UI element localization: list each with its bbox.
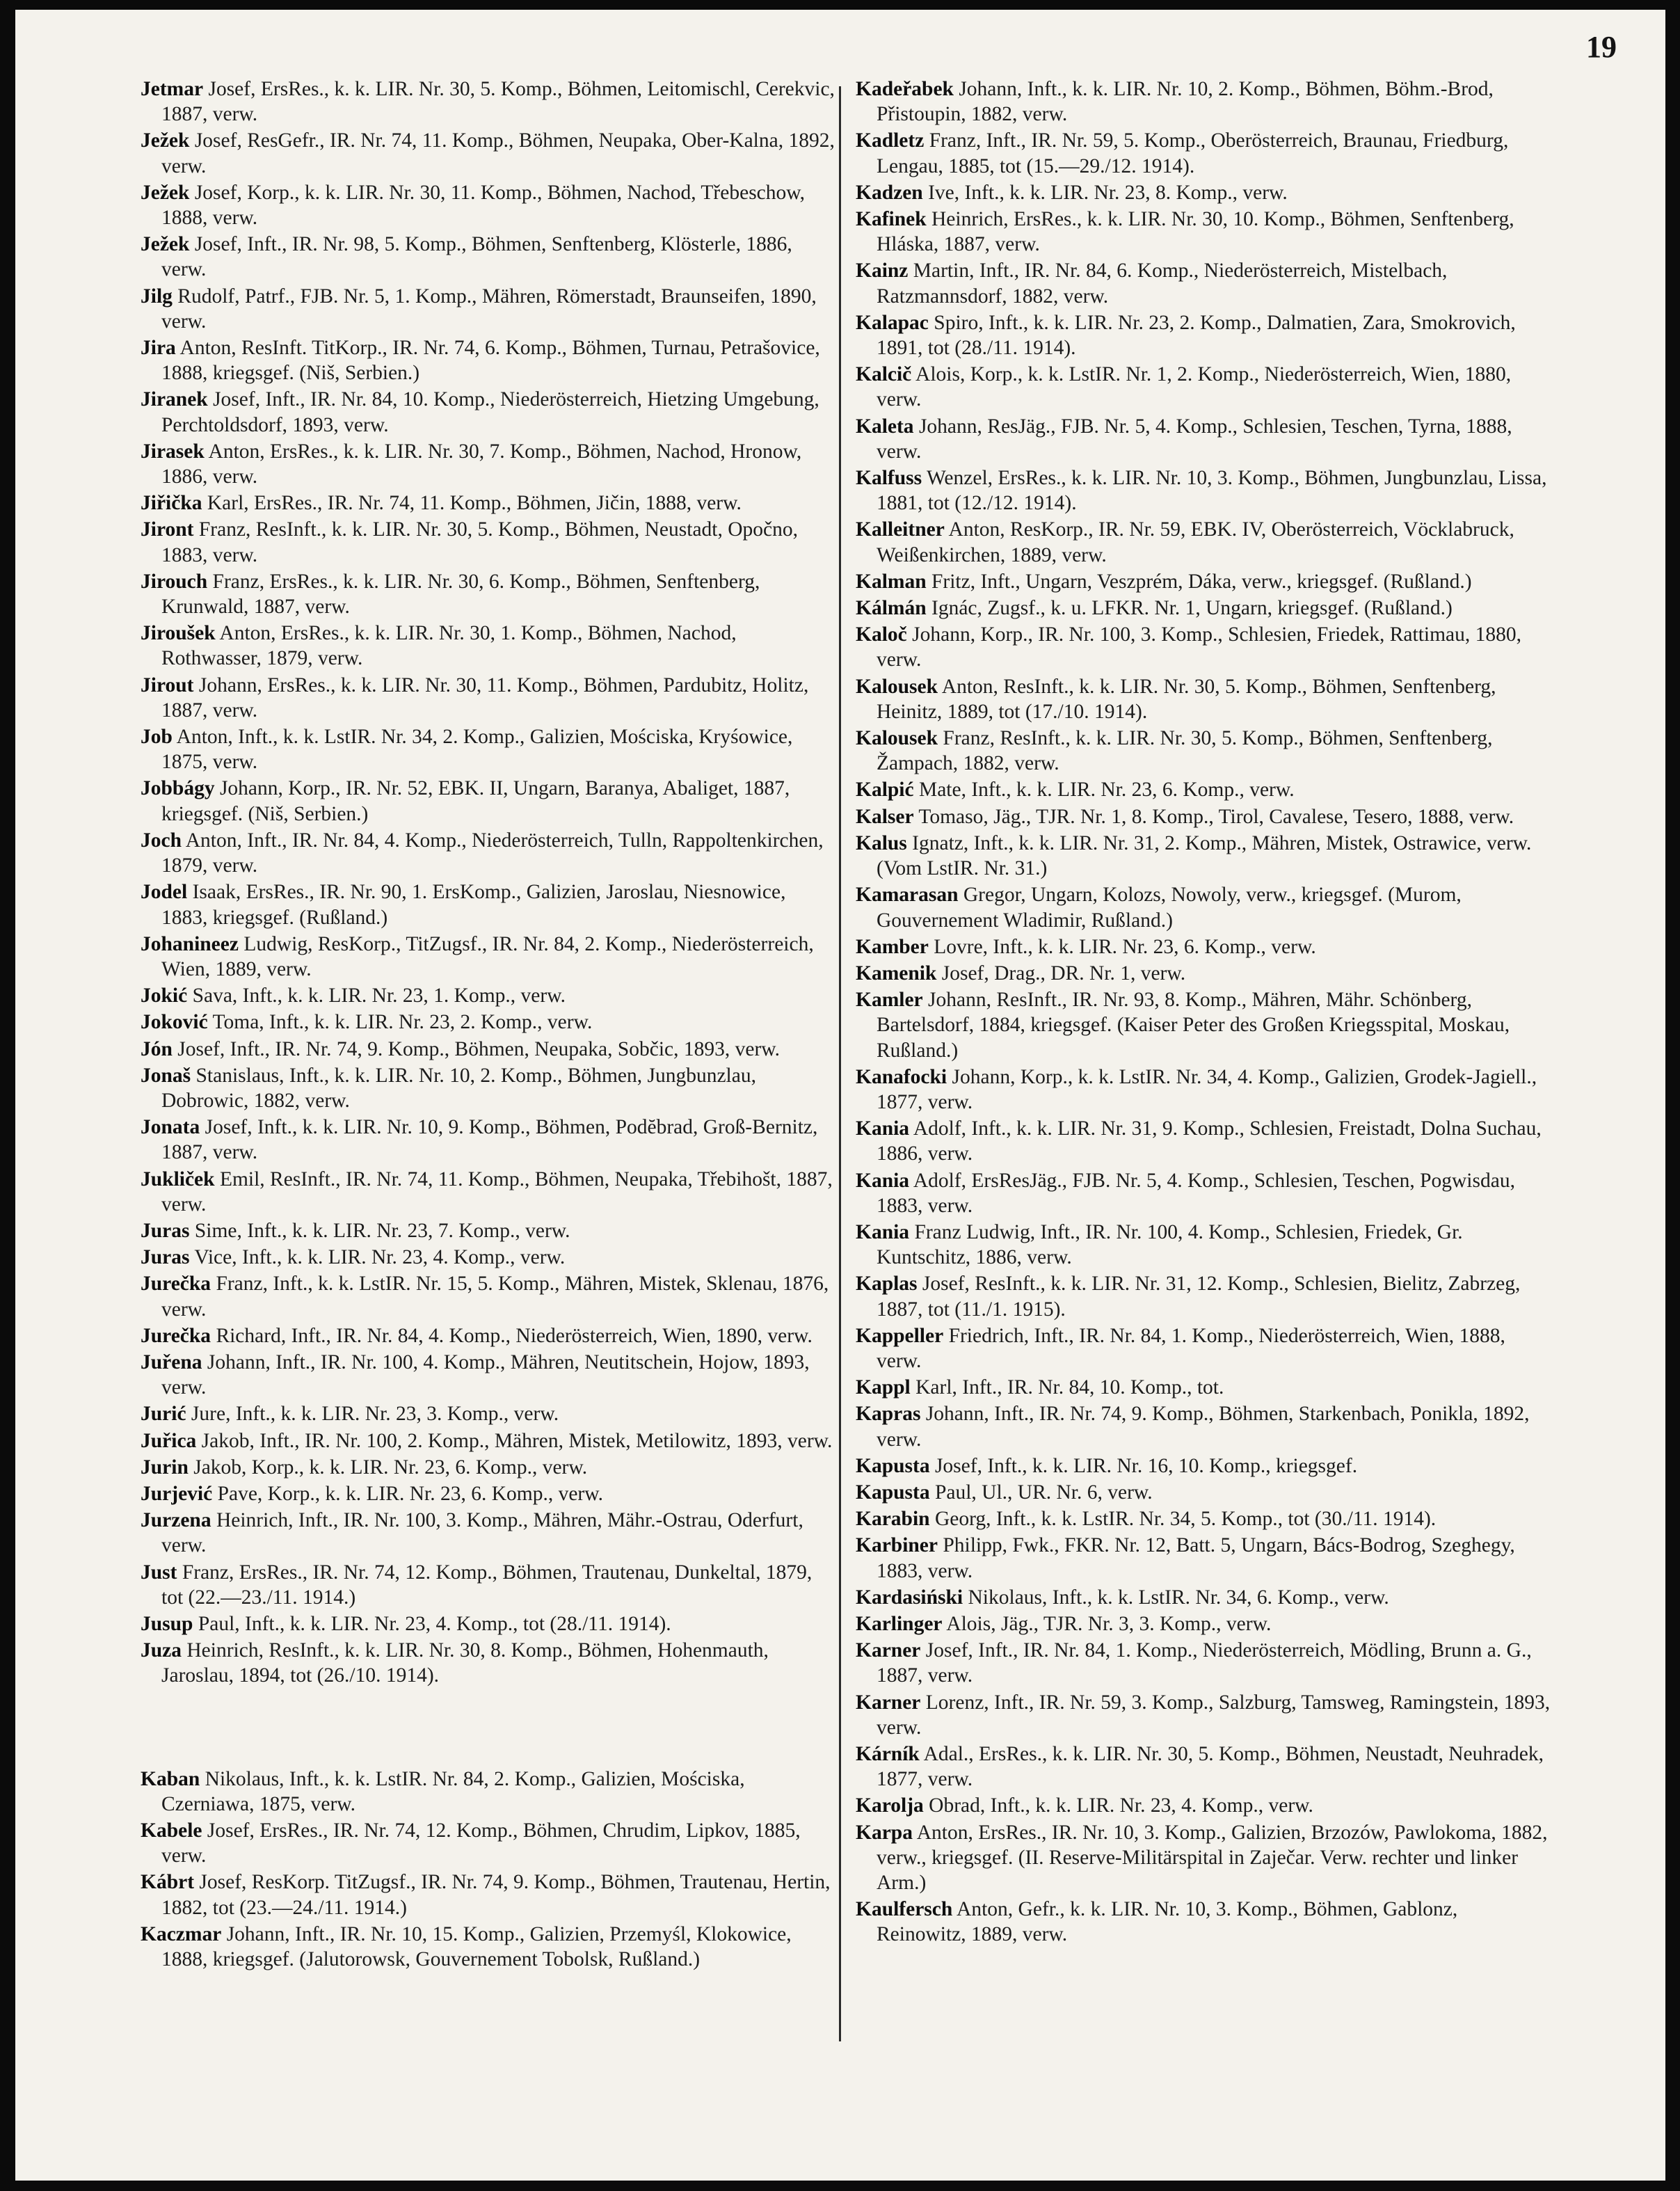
- entry-surname: Kaulfersch: [856, 1898, 953, 1921]
- entry-details: Josef, ResKorp. TitZugsf., IR. Nr. 74, 9. Komp., Böhmen, Trautenau, Hertin, 1882, tot (23.—24./11. 1914.): [161, 1871, 831, 1919]
- casualty-entry: [141, 1870, 836, 1920]
- casualty-entry: [141, 1638, 836, 1688]
- casualty-entry: [141, 1218, 836, 1243]
- entry-surname: Kadeřabek: [856, 78, 954, 100]
- entry-details: Johann, Korp., IR. Nr. 100, 3. Komp., Schlesien, Friedek, Rattimau, 1880, verw.: [877, 623, 1522, 671]
- casualty-entry: [856, 414, 1551, 464]
- entry-surname: Jurzena: [141, 1509, 211, 1532]
- entry-surname: Kalpić: [856, 779, 914, 802]
- casualty-entry: [141, 1508, 836, 1558]
- entry-surname: Kainz: [856, 260, 909, 282]
- entry-details: Philipp, Fwk., FKR. Nr. 12, Batt. 5, Ungarn, Bács-Bodrog, Szeghegy, 1883, verw.: [877, 1534, 1515, 1582]
- casualty-entry: [141, 1455, 836, 1480]
- entry-surname: Jodel: [141, 881, 188, 904]
- entry-details: Martin, Inft., IR. Nr. 84, 6. Komp., Niederösterreich, Mistelbach, Ratzmannsdorf, 1882, verw.: [877, 260, 1448, 308]
- entry-surname: Jirouch: [141, 570, 208, 593]
- entry-details: Karl, ErsRes., IR. Nr. 74, 11. Komp., Böhmen, Jičin, 1888, verw.: [207, 492, 742, 515]
- casualty-entry: [141, 1037, 836, 1062]
- entry-details: Josef, Inft., IR. Nr. 98, 5. Komp., Böhmen, Senftenberg, Klösterle, 1886, verw.: [161, 233, 792, 281]
- casualty-entry: [856, 258, 1551, 308]
- casualty-entry: [856, 1065, 1551, 1115]
- casualty-entry: [141, 1323, 836, 1348]
- entry-surname: Kalousek: [856, 727, 938, 750]
- entry-surname: Kábrt: [141, 1871, 195, 1894]
- entry-surname: Karabin: [856, 1508, 930, 1531]
- entry-details: Anton, ResKorp., IR. Nr. 59, EBK. IV, Oberösterreich, Vöcklabruck, Weißenkirchen, 1889, verw.: [877, 518, 1514, 566]
- casualty-entry: [141, 776, 836, 826]
- casualty-entry: [856, 1820, 1551, 1896]
- casualty-entry: [141, 983, 836, 1008]
- entry-details: Rudolf, Patrf., FJB. Nr. 5, 1. Komp., Mähren, Römerstadt, Braunseifen, 1890, verw.: [161, 285, 817, 333]
- casualty-entry: [141, 387, 836, 437]
- entry-surname: Kappeller: [856, 1324, 944, 1347]
- entry-details: Franz, Inft., IR. Nr. 59, 5. Komp., Oberösterreich, Braunau, Friedburg, Lengau, 1885, tot (15.—29./12. 1914).: [877, 129, 1509, 177]
- section-gap: [141, 1690, 836, 1767]
- casualty-entry: [141, 1767, 836, 1817]
- casualty-entry: [856, 804, 1551, 829]
- entry-details: Johann, Inft., IR. Nr. 100, 4. Komp., Mähren, Neutitschein, Hojow, 1893, verw.: [161, 1351, 810, 1399]
- entry-details: Ive, Inft., k. k. LIR. Nr. 23, 8. Komp., verw.: [928, 181, 1288, 204]
- entry-surname: Kalleitner: [856, 518, 945, 541]
- casualty-entry: [856, 987, 1551, 1063]
- entry-details: Jure, Inft., k. k. LIR. Nr. 23, 3. Komp., verw.: [191, 1403, 559, 1426]
- casualty-entry: [856, 1533, 1551, 1583]
- entry-details: Alois, Korp., k. k. LstIR. Nr. 1, 2. Komp., Niederösterreich, Wien, 1880, verw.: [877, 363, 1512, 411]
- entry-details: Josef, ResGefr., IR. Nr. 74, 11. Komp., Böhmen, Neupaka, Ober-Kalna, 1892, verw.: [161, 129, 835, 177]
- casualty-entry: [856, 1453, 1551, 1479]
- casualty-entry: [856, 1116, 1551, 1166]
- entry-surname: Kamenik: [856, 962, 937, 985]
- casualty-entry: [141, 1922, 836, 1972]
- entry-details: Lorenz, Inft., IR. Nr. 59, 3. Komp., Salzburg, Tamsweg, Ramingstein, 1893, verw.: [877, 1691, 1551, 1739]
- casualty-entry: [856, 1897, 1551, 1947]
- entry-surname: Jokić: [141, 985, 188, 1007]
- casualty-entry: [141, 439, 836, 489]
- entry-details: Anton, ErsRes., k. k. LIR. Nr. 30, 1. Komp., Böhmen, Nachod, Rothwasser, 1879, verw.: [161, 622, 737, 670]
- entry-surname: Kamarasan: [856, 884, 959, 907]
- entry-surname: Kaczmar: [141, 1922, 222, 1945]
- entry-surname: Kania: [856, 1220, 910, 1243]
- casualty-entry: [856, 1638, 1551, 1688]
- entry-details: Sime, Inft., k. k. LIR. Nr. 23, 7. Komp., verw.: [194, 1219, 570, 1242]
- casualty-entry: [856, 622, 1551, 672]
- casualty-entry: [141, 1115, 836, 1165]
- entry-surname: Karner: [856, 1691, 921, 1714]
- entry-surname: Kapusta: [856, 1454, 930, 1477]
- entry-details: Lovre, Inft., k. k. LIR. Nr. 23, 6. Komp., verw.: [934, 935, 1316, 958]
- entry-details: Richard, Inft., IR. Nr. 84, 4. Komp., Niederösterreich, Wien, 1890, verw.: [216, 1324, 813, 1347]
- entry-details: Karl, Inft., IR. Nr. 84, 10. Komp., tot.: [915, 1376, 1224, 1399]
- casualty-entry: [856, 961, 1551, 986]
- casualty-entry: [856, 569, 1551, 594]
- casualty-entry: [141, 77, 836, 127]
- entry-details: Emil, ResInft., IR. Nr. 74, 11. Komp., Böhmen, Neupaka, Třebihošt, 1887, verw.: [161, 1168, 833, 1216]
- entry-details: Josef, Inft., k. k. LIR. Nr. 16, 10. Komp., kriegsgef.: [934, 1454, 1358, 1477]
- entry-details: Adal., ErsRes., k. k. LIR. Nr. 30, 5. Komp., Böhmen, Neustadt, Neuhradek, 1877, verw.: [877, 1743, 1544, 1791]
- entry-details: Anton, ResInft., k. k. LIR. Nr. 30, 5. Komp., Böhmen, Senftenberg, Heinitz, 1889, tot (17./10. 1914).: [877, 675, 1496, 723]
- entry-surname: Kaplas: [856, 1273, 918, 1296]
- casualty-entry: [856, 777, 1551, 802]
- entry-details: Johann, ErsRes., k. k. LIR. Nr. 30, 11. Komp., Böhmen, Pardubitz, Holitz, 1887, verw.: [161, 674, 809, 722]
- casualty-entry: [856, 465, 1551, 516]
- entry-details: Josef, ErsRes., IR. Nr. 74, 12. Komp., Böhmen, Chrudim, Lipkov, 1885, verw.: [161, 1819, 801, 1867]
- casualty-entry: [141, 180, 836, 230]
- entry-surname: Kaleta: [856, 415, 914, 438]
- entry-details: Anton, ResInft. TitKorp., IR. Nr. 74, 6. Komp., Böhmen, Turnau, Petrašovice, 1888, kriegsgef. (Niš, Serbien.): [161, 337, 820, 385]
- entry-details: Franz, ErsRes., IR. Nr. 74, 12. Komp., Böhmen, Trautenau, Dunkeltal, 1879, tot (22.—23./11. 1914.): [161, 1561, 813, 1609]
- entry-surname: Jurečka: [141, 1324, 211, 1347]
- entry-surname: Karolja: [856, 1794, 924, 1817]
- entry-surname: Job: [141, 726, 173, 749]
- document-page: [15, 10, 1665, 2181]
- casualty-entry: [141, 724, 836, 774]
- entry-details: Obrad, Inft., k. k. LIR. Nr. 23, 4. Komp., verw.: [929, 1794, 1313, 1817]
- entry-details: Nikolaus, Inft., k. k. LstIR. Nr. 34, 6. Komp., verw.: [968, 1586, 1389, 1609]
- casualty-entry: [141, 1481, 836, 1506]
- entry-surname: Jirout: [141, 674, 194, 696]
- entry-surname: Jira: [141, 337, 176, 360]
- entry-details: Ignatz, Inft., k. k. LIR. Nr. 31, 2. Komp., Mähren, Mistek, Ostrawice, verw. (Vom LstIR. Nr. 31.): [877, 831, 1532, 880]
- entry-surname: Kárník: [856, 1743, 920, 1765]
- entry-surname: Kania: [856, 1117, 910, 1140]
- casualty-entry: [856, 726, 1551, 776]
- entry-details: Paul, Ul., UR. Nr. 6, verw.: [934, 1481, 1153, 1504]
- entry-surname: Jobbágy: [141, 777, 215, 800]
- entry-details: Anton, ErsRes., k. k. LIR. Nr. 30, 7. Komp., Böhmen, Nachod, Hronow, 1886, verw.: [161, 440, 802, 488]
- entry-surname: Juřica: [141, 1429, 197, 1452]
- entry-surname: Ježek: [141, 129, 190, 152]
- casualty-entry: [141, 128, 836, 178]
- casualty-entry: [856, 1585, 1551, 1610]
- casualty-entry: [141, 621, 836, 671]
- entry-surname: Jón: [141, 1037, 173, 1060]
- entry-details: Gregor, Ungarn, Kolozs, Nowoly, verw., kriegsgef. (Murom, Gouvernement Wladimir, Rußland.): [877, 884, 1462, 932]
- entry-surname: Kaloč: [856, 623, 907, 646]
- casualty-entry: [856, 207, 1551, 257]
- entry-surname: Jonaš: [141, 1064, 191, 1087]
- entry-surname: Kania: [856, 1169, 910, 1192]
- entry-surname: Ježek: [141, 181, 190, 204]
- entry-details: Josef, Inft., IR. Nr. 74, 9. Komp., Böhmen, Neupaka, Sobčic, 1893, verw.: [177, 1037, 781, 1060]
- entry-details: Franz, Inft., k. k. LstIR. Nr. 15, 5. Komp., Mähren, Mistek, Sklenau, 1876, verw.: [161, 1273, 829, 1321]
- entry-surname: Jonata: [141, 1116, 200, 1139]
- casualty-entry: [856, 1168, 1551, 1218]
- entry-surname: Joković: [141, 1011, 208, 1034]
- entry-surname: Jurić: [141, 1403, 186, 1426]
- entry-surname: Just: [141, 1561, 177, 1584]
- entry-surname: Jiranek: [141, 388, 208, 411]
- casualty-entry: [856, 1611, 1551, 1636]
- right-column: [856, 77, 1551, 2136]
- entry-details: Friedrich, Inft., IR. Nr. 84, 1. Komp., Niederösterreich, Wien, 1888, verw.: [877, 1324, 1505, 1372]
- entry-surname: Kaban: [141, 1767, 200, 1790]
- casualty-entry: [856, 180, 1551, 205]
- entry-surname: Juras: [141, 1246, 190, 1269]
- entry-surname: Kalfuss: [856, 467, 922, 490]
- entry-surname: Juřena: [141, 1351, 202, 1373]
- entry-details: Johann, Korp., IR. Nr. 52, EBK. II, Ungarn, Baranya, Abaliget, 1887, kriegsgef. (Niš, Serbien.): [161, 777, 790, 825]
- entry-surname: Juras: [141, 1219, 190, 1242]
- casualty-entry: [856, 77, 1551, 127]
- entry-surname: Jurečka: [141, 1273, 211, 1296]
- entry-details: Johann, Inft., IR. Nr. 74, 9. Komp., Böhmen, Starkenbach, Ponikla, 1892, verw.: [877, 1403, 1530, 1451]
- casualty-entry: [141, 879, 836, 930]
- casualty-entry: [141, 1063, 836, 1113]
- casualty-entry: [856, 310, 1551, 360]
- casualty-entry: [856, 934, 1551, 959]
- entry-surname: Jetmar: [141, 78, 204, 100]
- entry-details: Heinrich, Inft., IR. Nr. 100, 3. Komp., Mähren, Mähr.-Ostrau, Oderfurt, verw.: [161, 1509, 803, 1557]
- entry-details: Franz, ResInft., k. k. LIR. Nr. 30, 5. Komp., Böhmen, Neustadt, Opočno, 1883, verw.: [161, 518, 799, 566]
- casualty-entry: [141, 517, 836, 567]
- casualty-entry: [141, 828, 836, 878]
- entry-details: Spiro, Inft., k. k. LIR. Nr. 23, 2. Komp., Dalmatien, Zara, Smokrovich, 1891, tot (28./11. 1914).: [877, 311, 1516, 360]
- entry-details: Josef, Inft., IR. Nr. 84, 1. Komp., Niederösterreich, Mödling, Brunn a. G., 1887, verw.: [877, 1639, 1532, 1687]
- entry-surname: Jiroušek: [141, 622, 216, 645]
- entry-details: Ignác, Zugsf., k. u. LFKR. Nr. 1, Ungarn, kriegsgef. (Rußland.): [931, 597, 1453, 620]
- casualty-entry: [141, 1350, 836, 1400]
- entry-details: Heinrich, ResInft., k. k. LIR. Nr. 30, 8. Komp., Böhmen, Hohenmauth, Jaroslau, 1894, tot (26./10. 1914).: [161, 1639, 769, 1687]
- entry-surname: Kafinek: [856, 208, 927, 231]
- entry-surname: Kardasiński: [856, 1586, 963, 1609]
- casualty-entry: [856, 1690, 1551, 1740]
- entry-details: Jakob, Inft., IR. Nr. 100, 2. Komp., Mähren, Mistek, Metilowitz, 1893, verw.: [201, 1429, 833, 1452]
- entry-details: Johann, Inft., IR. Nr. 10, 15. Komp., Galizien, Przemyśl, Klokowice, 1888, kriegsgef. (Jalutorowsk, Gouvernement Tobolsk, Rußland.): [161, 1922, 792, 1971]
- entry-details: Nikolaus, Inft., k. k. LstIR. Nr. 84, 2. Komp., Galizien, Mościska, Czerniawa, 1875, verw.: [161, 1767, 745, 1815]
- entry-surname: Jurjević: [141, 1482, 213, 1505]
- entry-surname: Kalus: [856, 831, 907, 854]
- entry-surname: Jilg: [141, 285, 173, 308]
- entry-surname: Kapras: [856, 1403, 921, 1426]
- entry-surname: Kanafocki: [856, 1065, 947, 1088]
- entry-details: Paul, Inft., k. k. LIR. Nr. 23, 4. Komp., tot (28./11. 1914).: [198, 1612, 671, 1635]
- entry-surname: Kalcič: [856, 363, 912, 386]
- entry-surname: Kapusta: [856, 1481, 930, 1504]
- entry-details: Tomaso, Jäg., TJR. Nr. 1, 8. Komp., Tirol, Cavalese, Tesero, 1888, verw.: [918, 805, 1514, 828]
- entry-details: Jakob, Korp., k. k. LIR. Nr. 23, 6. Komp., verw.: [193, 1456, 588, 1479]
- entry-surname: Jirasek: [141, 440, 205, 463]
- casualty-entry: [141, 1167, 836, 1217]
- casualty-entry: [141, 1611, 836, 1636]
- entry-surname: Kalman: [856, 570, 927, 593]
- casualty-entry: [856, 1480, 1551, 1505]
- entry-details: Anton, Inft., IR. Nr. 84, 4. Komp., Niederösterreich, Tulln, Rappoltenkirchen, 1879, verw.: [161, 829, 824, 877]
- entry-surname: Karbiner: [856, 1534, 938, 1557]
- casualty-entry: [856, 128, 1551, 178]
- entry-details: Johann, Inft., k. k. LIR. Nr. 10, 2. Komp., Böhmen, Böhm.-Brod, Přistoupin, 1882, verw.: [877, 78, 1494, 126]
- entry-details: Georg, Inft., k. k. LstIR. Nr. 34, 5. Komp., tot (30./11. 1914).: [934, 1508, 1437, 1531]
- entry-details: Josef, Inft., IR. Nr. 84, 10. Komp., Niederösterreich, Hietzing Umgebung, Perchtoldsdorf, 1893, verw.: [161, 388, 819, 436]
- casualty-entry: [856, 1271, 1551, 1321]
- entry-details: Anton, Gefr., k. k. LIR. Nr. 10, 3. Komp., Böhmen, Gablonz, Reinowitz, 1889, verw.: [877, 1898, 1458, 1946]
- casualty-entry: [141, 232, 836, 282]
- entry-surname: Jukliček: [141, 1168, 215, 1190]
- entry-surname: Kalapac: [856, 311, 929, 334]
- entry-details: Johann, ResJäg., FJB. Nr. 5, 4. Komp., Schlesien, Teschen, Tyrna, 1888, verw.: [877, 415, 1512, 463]
- entry-surname: Jiřička: [141, 492, 202, 515]
- entry-surname: Kadletz: [856, 129, 925, 152]
- entry-surname: Kamber: [856, 935, 929, 958]
- casualty-entry: [856, 1323, 1551, 1373]
- entry-details: Josef, ResInft., k. k. LIR. Nr. 31, 12. Komp., Schlesien, Bielitz, Zabrzeg, 1887, tot (11./1. 1915).: [877, 1273, 1521, 1321]
- entry-details: Franz, ResInft., k. k. LIR. Nr. 30, 5. Komp., Böhmen, Senftenberg, Žampach, 1882, verw.: [877, 727, 1493, 775]
- entry-details: Mate, Inft., k. k. LIR. Nr. 23, 6. Komp., verw.: [918, 779, 1295, 802]
- entry-details: Toma, Inft., k. k. LIR. Nr. 23, 2. Komp., verw.: [212, 1011, 593, 1034]
- entry-details: Alois, Jäg., TJR. Nr. 3, 3. Komp., verw.: [946, 1612, 1272, 1635]
- entry-surname: Ježek: [141, 233, 190, 256]
- entry-surname: Karlinger: [856, 1612, 943, 1635]
- entry-details: Josef, ErsRes., k. k. LIR. Nr. 30, 5. Komp., Böhmen, Leitomischl, Cerekvic, 1887, verw.: [161, 78, 835, 126]
- left-column: [141, 77, 836, 2136]
- casualty-entry: [141, 1560, 836, 1610]
- entry-details: Adolf, Inft., k. k. LIR. Nr. 31, 9. Komp., Schlesien, Freistadt, Dolna Suchau, 1886, verw.: [877, 1117, 1542, 1165]
- casualty-entry: [856, 831, 1551, 881]
- entry-details: Vice, Inft., k. k. LIR. Nr. 23, 4. Komp., verw.: [194, 1246, 566, 1269]
- entry-surname: Jurin: [141, 1456, 189, 1479]
- entry-surname: Joch: [141, 829, 182, 852]
- casualty-entry: [856, 1742, 1551, 1792]
- entry-surname: Kalser: [856, 805, 914, 828]
- casualty-entry: [856, 1220, 1551, 1270]
- casualty-entry: [856, 674, 1551, 724]
- entry-details: Anton, Inft., k. k. LstIR. Nr. 34, 2. Komp., Galizien, Mościska, Kryśowice, 1875, verw.: [161, 726, 793, 774]
- entry-details: Ludwig, ResKorp., TitZugsf., IR. Nr. 84, 2. Komp., Niederösterreich, Wien, 1889, verw.: [161, 932, 814, 980]
- entry-surname: Kadzen: [856, 181, 923, 204]
- casualty-entry: [856, 1506, 1551, 1531]
- entry-surname: Kabele: [141, 1819, 202, 1842]
- entry-details: Pave, Korp., k. k. LIR. Nr. 23, 6. Komp., verw.: [217, 1482, 604, 1505]
- casualty-entry: [141, 1271, 836, 1321]
- entry-details: Adolf, ErsResJäg., FJB. Nr. 5, 4. Komp., Schlesien, Teschen, Pogwisdau, 1883, verw.: [877, 1169, 1515, 1217]
- casualty-entry: [141, 673, 836, 723]
- column-divider: [839, 86, 841, 2041]
- casualty-entry: [141, 1245, 836, 1270]
- entry-surname: Jusup: [141, 1612, 193, 1635]
- casualty-entry: [856, 517, 1551, 567]
- entry-details: Franz, ErsRes., k. k. LIR. Nr. 30, 6. Komp., Böhmen, Senftenberg, Krunwald, 1887, verw.: [161, 570, 760, 619]
- entry-details: Josef, Inft., k. k. LIR. Nr. 10, 9. Komp., Böhmen, Podĕbrad, Groß-Bernitz, 1887, verw.: [161, 1116, 818, 1164]
- entry-surname: Johanineez: [141, 932, 239, 955]
- entry-details: Fritz, Inft., Ungarn, Veszprém, Dáka, verw., kriegsgef. (Rußland.): [931, 570, 1472, 593]
- entry-details: Heinrich, ErsRes., k. k. LIR. Nr. 30, 10. Komp., Böhmen, Senftenberg, Hláska, 1887, verw.: [877, 208, 1514, 256]
- casualty-entry: [141, 491, 836, 516]
- casualty-entry: [856, 1401, 1551, 1451]
- casualty-entry: [141, 335, 836, 385]
- entry-details: Johann, ResInft., IR. Nr. 93, 8. Komp., Mähren, Mähr. Schönberg, Bartelsdorf, 1884, kriegsgef. (Kaiser Peter des Großen Kriegsspital, Moskau, Rußland.): [877, 989, 1510, 1062]
- entry-surname: Kálmán: [856, 597, 927, 620]
- casualty-entry: [141, 284, 836, 334]
- entry-surname: Karner: [856, 1639, 921, 1662]
- entry-surname: Kamler: [856, 989, 923, 1012]
- entry-surname: Kappl: [856, 1376, 911, 1399]
- entry-details: Isaak, ErsRes., IR. Nr. 90, 1. ErsKomp., Galizien, Jaroslau, Niesnowice, 1883, kriegsgef. (Rußland.): [161, 881, 786, 929]
- entry-surname: Kalousek: [856, 675, 938, 698]
- casualty-entry: [141, 932, 836, 982]
- entry-details: Josef, Drag., DR. Nr. 1, verw.: [941, 962, 1186, 985]
- casualty-entry: [856, 1793, 1551, 1818]
- page-number: 19: [1586, 30, 1617, 64]
- casualty-entry: [141, 569, 836, 619]
- casualty-entry: [141, 1428, 836, 1453]
- entry-surname: Jiront: [141, 518, 194, 541]
- casualty-entry: [856, 1375, 1551, 1400]
- entry-details: Josef, Korp., k. k. LIR. Nr. 30, 11. Komp., Böhmen, Nachod, Třebeschow, 1888, verw.: [161, 181, 806, 230]
- casualty-entry: [141, 1401, 836, 1426]
- casualty-entry: [856, 596, 1551, 621]
- casualty-entry: [856, 882, 1551, 932]
- entry-details: Johann, Korp., k. k. LstIR. Nr. 34, 4. Komp., Galizien, Grodek-Jagiell., 1877, verw.: [877, 1065, 1537, 1113]
- entry-details: Wenzel, ErsRes., k. k. LIR. Nr. 10, 3. Komp., Böhmen, Jungbunzlau, Lissa, 1881, tot (12./12. 1914).: [877, 467, 1547, 515]
- entry-details: Sava, Inft., k. k. LIR. Nr. 23, 1. Komp., verw.: [192, 985, 566, 1007]
- casualty-entry: [141, 1818, 836, 1868]
- entry-details: Stanislaus, Inft., k. k. LIR. Nr. 10, 2. Komp., Böhmen, Jungbunzlau, Dobrowic, 1882, verw.: [161, 1064, 756, 1112]
- entry-details: Franz Ludwig, Inft., IR. Nr. 100, 4. Komp., Schlesien, Friedek, Gr. Kuntschitz, 1886, verw.: [877, 1220, 1463, 1269]
- entry-surname: Karpa: [856, 1821, 913, 1844]
- entry-details: Anton, ErsRes., IR. Nr. 10, 3. Komp., Galizien, Brzozów, Pawlokoma, 1882, verw., kriegsgef. (II. Reserve-Militärspital in Zaječar. Verw. rechter und linker Arm.): [877, 1821, 1548, 1895]
- entry-surname: Juza: [141, 1639, 182, 1662]
- casualty-entry: [856, 362, 1551, 412]
- casualty-entry: [141, 1010, 836, 1035]
